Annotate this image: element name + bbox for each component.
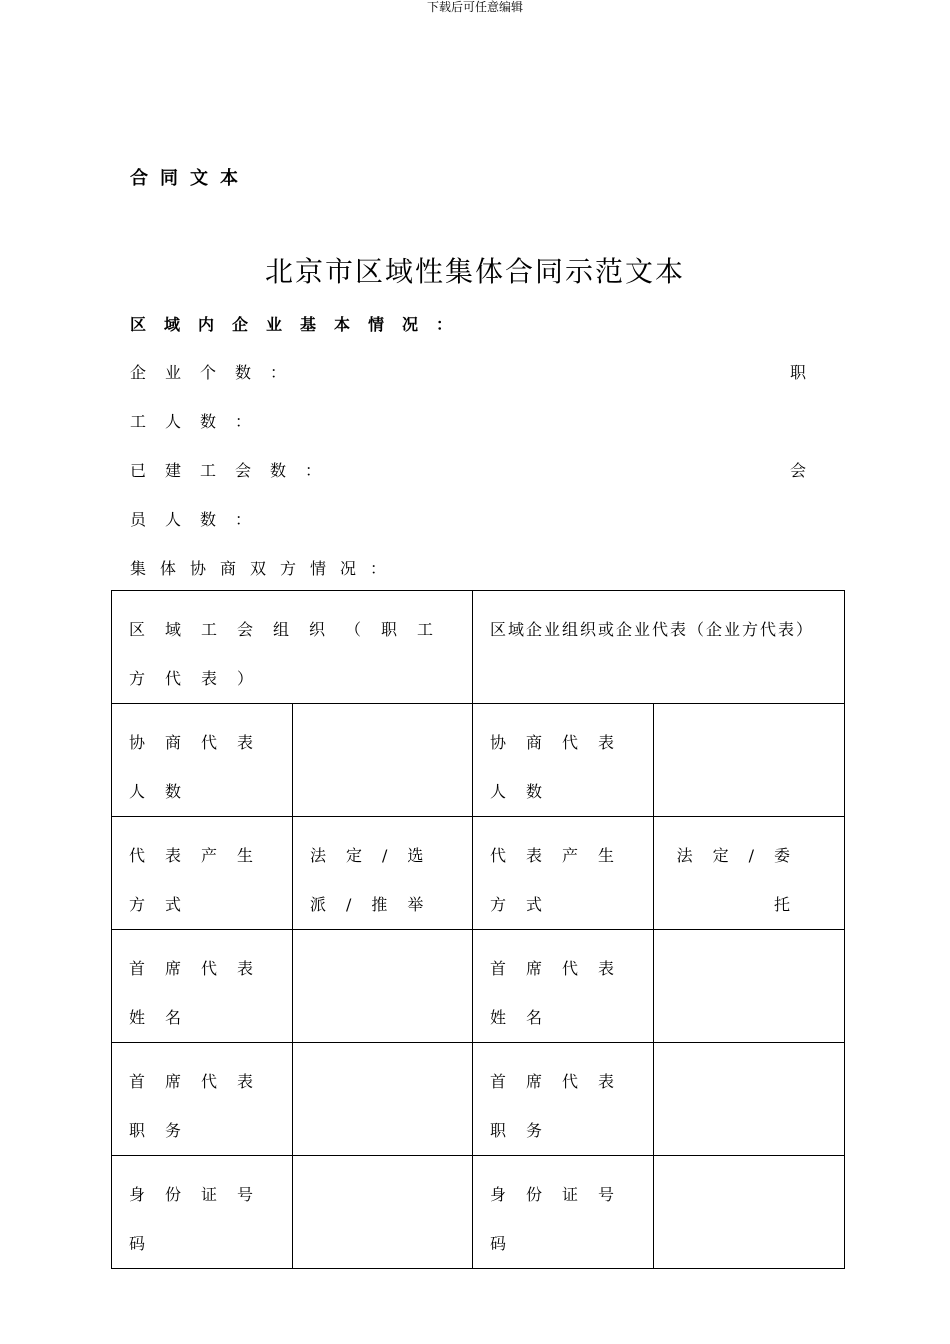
employee-chief-name-label: 首席代表姓名 [112, 930, 293, 1043]
employee-chief-title-value[interactable] [293, 1043, 473, 1156]
employer-rep-count-label: 协商代表人数 [473, 704, 654, 817]
employee-id-number-value[interactable] [293, 1156, 473, 1269]
members-label-end: 员人数： [130, 510, 271, 529]
enterprise-count-label: 企业个数： [130, 363, 306, 382]
employer-chief-name-label: 首席代表姓名 [473, 930, 654, 1043]
document-title: 北京市区域性集体合同示范文本 [264, 255, 685, 288]
table-row [112, 704, 845, 817]
employer-side-header: 区域企业组织或企业代表（企业方代表） [473, 591, 845, 704]
employer-rep-method-value[interactable]: 法定/委托 [654, 817, 845, 930]
negotiation-parties-label: 集体协商双方情况： [130, 559, 401, 578]
employee-rep-count-value[interactable] [293, 704, 473, 817]
table-row [112, 817, 845, 930]
unions-built-label: 已建工会数： [130, 461, 341, 480]
employee-chief-name-value[interactable] [293, 930, 473, 1043]
employee-rep-method-label: 代表产生方式 [112, 817, 293, 930]
employer-id-number-value[interactable] [654, 1156, 845, 1269]
employee-rep-count-label: 协商代表人数 [112, 704, 293, 817]
header-note: 下载后可任意编辑 [426, 0, 523, 14]
employee-id-number-label: 身份证号码 [112, 1156, 293, 1269]
table-row [112, 1043, 845, 1156]
section-heading: 区域内企业基本情况： [130, 315, 471, 334]
employer-id-number-label: 身份证号码 [473, 1156, 654, 1269]
employer-chief-name-value[interactable] [654, 930, 845, 1043]
employee-rep-method-value[interactable]: 法定/选派/推举 [293, 817, 473, 930]
employer-rep-method-label: 代表产生方式 [473, 817, 654, 930]
employee-chief-title-label: 首席代表职务 [112, 1043, 293, 1156]
employer-chief-title-value[interactable] [654, 1043, 845, 1156]
employer-rep-count-value[interactable] [654, 704, 845, 817]
representatives-table [111, 590, 845, 1269]
employees-label-end: 工人数： [130, 412, 271, 431]
members-label-start: 会 [789, 461, 806, 480]
table-header-row [112, 591, 845, 704]
document-type: 合同文本 [130, 168, 250, 189]
employee-side-header: 区域工会组织（职工方代表） [112, 591, 473, 704]
table-row [112, 1156, 845, 1269]
employer-chief-title-label: 首席代表职务 [473, 1043, 654, 1156]
employees-label-start: 职 [789, 363, 806, 382]
table-row [112, 930, 845, 1043]
